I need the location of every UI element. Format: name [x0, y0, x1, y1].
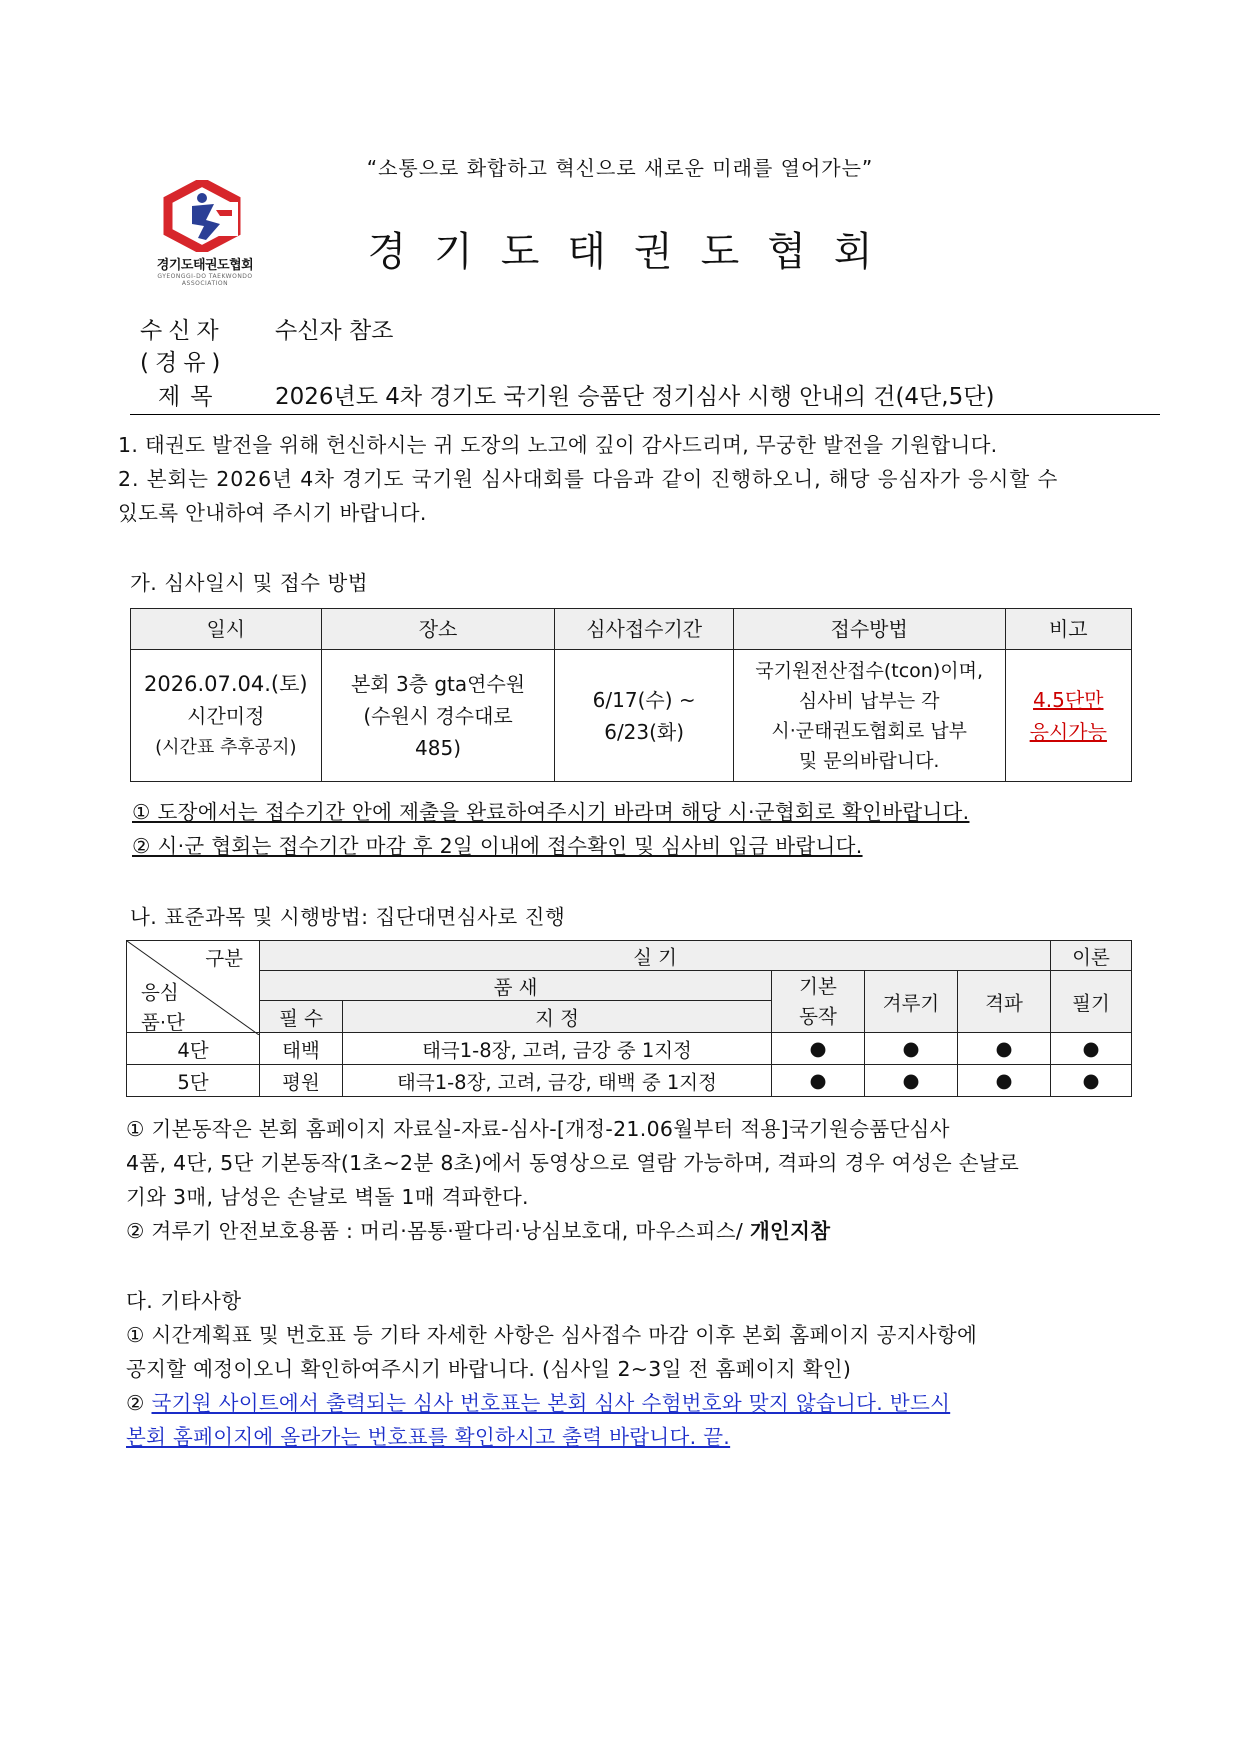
- sparring-mark: ●: [865, 1065, 958, 1097]
- breaking-header: 격파: [958, 971, 1051, 1033]
- method-line-4: 및 문의바랍니다.: [798, 749, 940, 772]
- col-header-note: 비고: [1005, 609, 1131, 650]
- corner-top-label: 구분: [205, 947, 243, 970]
- section-c-title: 다. 기타사항: [126, 1289, 242, 1313]
- written-header: 필기: [1051, 971, 1132, 1033]
- subject-value: 2026년도 4차 경기도 국기원 승품단 정기심사 시행 안내의 건(4단,5단): [275, 384, 995, 410]
- place-cell: [321, 650, 555, 782]
- org-title: 경기도태권도협회: [367, 229, 901, 275]
- section-b-remark-1a: ① 기본동작은 본회 홈페이지 자료실-자료-심사-[개정-21.06월부터 적용]국기원승품단심사: [126, 1117, 950, 1141]
- basic-mark: ●: [772, 1033, 865, 1065]
- sparring-header: 겨루기: [865, 971, 958, 1033]
- corner-mid-label: 응심: [141, 981, 179, 1004]
- table-row: [127, 1065, 1132, 1097]
- section-b-remark-1b: 4품, 4단, 5단 기본동작(1초~2분 8초)에서 동영상으로 열람 가능하며, 격파의 경우 여성은 손날로: [126, 1151, 1020, 1175]
- paragraph-2b: 있도록 안내하여 주시기 바랍니다.: [118, 501, 427, 525]
- poomsae-header: 품 새: [260, 971, 772, 1001]
- method-line-1: 국기원전산접수(tcon)이며,: [755, 659, 983, 682]
- required-cell: 태백: [260, 1033, 343, 1065]
- breaking-mark: ●: [958, 1065, 1051, 1097]
- theory-header: 이론: [1051, 941, 1132, 971]
- section-a-remark-2: ② 시·군 협회는 접수기간 마감 후 2일 이내에 접수확인 및 심사비 입금 바랍니다.: [132, 834, 863, 858]
- date-line-1: 2026.07.04.(토): [144, 671, 308, 696]
- note-line-1: 4.5단만: [1033, 687, 1104, 712]
- recipient-label: 수신자: [140, 318, 225, 344]
- section-b-remark-1c: 기와 3매, 남성은 손날로 벽돌 1매 격파한다.: [126, 1185, 529, 1209]
- note-cell: [1005, 650, 1131, 782]
- basic-line-2: 동작: [799, 1004, 837, 1028]
- col-header-method: 접수방법: [733, 609, 1005, 650]
- col-header-date: 일시: [131, 609, 322, 650]
- section-b-title: 나. 표준과목 및 시행방법: 집단대면심사로 진행: [130, 905, 566, 929]
- via-label: (경유): [140, 350, 227, 376]
- item-2-prefix: ②: [126, 1391, 152, 1415]
- corner-bottom-label: 품·단: [141, 1011, 185, 1034]
- paragraph-2a: 2. 본회는 2026년 4차 경기도 국기원 심사대회를 다음과 같이 진행하오니, 해당 응심자가 응시할 수: [118, 467, 1059, 491]
- place-line-1: 본회 3층 gta연수원: [350, 671, 526, 696]
- method-cell: [733, 650, 1005, 782]
- col-header-period: 심사접수기간: [555, 609, 733, 650]
- grade-cell: 5단: [127, 1065, 260, 1097]
- header-divider: [130, 414, 1160, 415]
- breaking-mark: ●: [958, 1033, 1051, 1065]
- table-row: [127, 1033, 1132, 1065]
- method-line-3: 시·군태권도협회로 납부: [771, 719, 967, 742]
- required-header: 필 수: [260, 1001, 343, 1033]
- designated-cell: 태극1-8장, 고려, 금강 중 1지정: [343, 1033, 772, 1065]
- designated-cell: 태극1-8장, 고려, 금강, 태백 중 1지정: [343, 1065, 772, 1097]
- written-mark: ●: [1051, 1065, 1132, 1097]
- remark-2-bold: 개인지참: [749, 1219, 831, 1243]
- period-line-1: 6/17(수) ~: [592, 687, 696, 712]
- note-line-2: 응시가능: [1029, 719, 1107, 744]
- motto: “소통으로 화합하고 혁신으로 새로운 미래를 열어가는”: [366, 156, 874, 180]
- schedule-table: [130, 608, 1132, 782]
- section-c-item-2b: 본회 홈페이지에 올라가는 번호표를 확인하시고 출력 바랍니다. 끝.: [126, 1425, 731, 1449]
- date-line-3: (시간표 추후공지): [155, 736, 297, 758]
- grade-cell: 4단: [127, 1033, 260, 1065]
- section-a-remark-1: ① 도장에서는 접수기간 안에 제출을 완료하여주시기 바라며 해당 시·군협회로 확인바랍니다.: [132, 800, 970, 824]
- method-line-2: 심사비 납부는 각: [798, 689, 940, 712]
- recipient-value: 수신자 참조: [275, 318, 394, 344]
- date-line-2: 시간미정: [187, 703, 265, 728]
- basic-mark: ●: [772, 1065, 865, 1097]
- date-cell: [131, 650, 322, 782]
- section-c-item-1b: 공지할 예정이오니 확인하여주시기 바랍니다. (심사일 2~3일 전 홈페이지 확인): [126, 1357, 852, 1381]
- section-b-remark-2: [126, 1214, 830, 1244]
- basic-header: [772, 971, 865, 1033]
- paragraph-1: 1. 태권도 발전을 위해 헌신하시는 귀 도장의 노고에 깊이 감사드리며, 무궁한 발전을 기원합니다.: [118, 433, 998, 457]
- designated-header: 지 정: [343, 1001, 772, 1033]
- item-2-text-a: 국기원 사이트에서 출력되는 심사 번호표는 본회 심사 수험번호와 맞지 않습니다. 반드시: [151, 1391, 951, 1415]
- col-header-place: 장소: [321, 609, 555, 650]
- place-line-2: (수원시 경수대로: [363, 703, 513, 728]
- section-c-item-1a: ① 시간계획표 및 번호표 등 기타 자세한 사항은 심사접수 마감 이후 본회 홈페이지 공지사항에: [126, 1323, 978, 1347]
- remark-2-text: ② 겨루기 안전보호용품 : 머리·몸통·팔다리·낭심보호대, 마우스피스/: [126, 1219, 750, 1243]
- logo-text: 경기도태권도협회: [156, 258, 254, 273]
- logo-subtext: GYEONGGI-DO TAEKWONDO ASSOCIATION: [157, 273, 253, 287]
- subjects-table: [126, 940, 1132, 1097]
- corner-cell: [127, 941, 260, 1033]
- place-line-3: 485): [415, 735, 462, 760]
- required-cell: 평원: [260, 1065, 343, 1097]
- practical-header: 실 기: [260, 941, 1051, 971]
- section-a-title: 가. 심사일시 및 접수 방법: [130, 571, 369, 595]
- section-c-item-2a: [126, 1386, 950, 1416]
- written-mark: ●: [1051, 1033, 1132, 1065]
- subject-label: 제목: [158, 384, 223, 410]
- period-line-2: 6/23(화): [604, 719, 685, 744]
- sparring-mark: ●: [865, 1033, 958, 1065]
- period-cell: [555, 650, 733, 782]
- basic-line-1: 기본: [799, 974, 837, 998]
